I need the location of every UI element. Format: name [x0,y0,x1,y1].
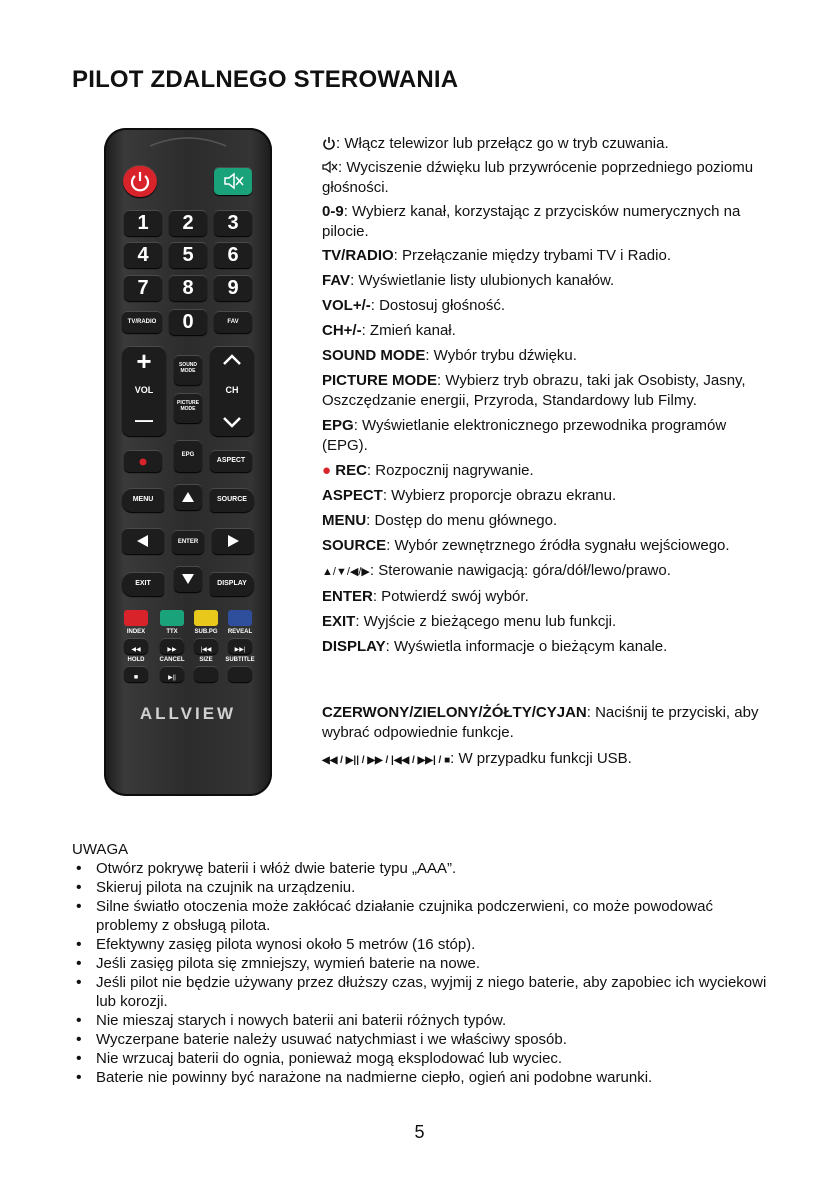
ch-desc-text: : Zmień kanał. [361,322,456,339]
red-button [124,610,148,626]
list-item: • Efektywny zasięg pilota wynosi około 5 metrów (16 stóp). [72,935,772,954]
digit-3-button: 3 [214,210,252,236]
display-button: DISPLAY [210,572,254,596]
subtitle-label: SUBTITLE [225,657,255,663]
subpg-label: SUB.PG [194,629,218,635]
list-item: • Skieruj pilota na czujnik na urządzeniu. [72,878,772,897]
digits-desc-text: : Wybierz kanał, korzystając z przycisków numerycznych na pilocie. [322,203,741,240]
digits-key: 0-9 [322,203,344,220]
page-title: PILOT ZDALNEGO STEROWANIA [72,66,459,93]
nav-arrows-icon: ▲/▼/◀/▶ [322,566,370,578]
notes-heading: UWAGA [72,841,129,858]
list-item: • Otwórz pokrywę baterii i włóż dwie baterie typu „AAA”. [72,859,772,878]
mute-button [214,167,252,195]
display-key: DISPLAY [322,638,386,655]
nav-down-button [174,566,202,592]
picture-desc-text: : Wybierz tryb obrazu, taki jak Osobisty, Jasny, Oszczędzanie energii, Przyroda, Standardowy lub Filmy. [322,372,746,409]
list-item: • Silne światło otoczenia może zakłócać działanie czujnika podczerwieni, co może powodować problemy z obsługą pilota. [72,897,772,935]
picture-desc [322,371,762,411]
reveal-label: REVEAL [227,629,253,635]
list-item: • Wyczerpane baterie należy usuwać natychmiast i we właściwy sposób. [72,1030,772,1049]
arrow-right-icon [212,528,254,554]
list-item: • Jeśli pilot nie będzie używany przez dłuższy czas, wyjmij z niego baterie, aby zapobiec ich wyciekowi lub korozji. [72,973,772,1011]
power-icon [322,136,336,150]
channel-rocker [210,346,254,436]
source-key: SOURCE [322,537,387,554]
enter-desc [322,587,762,607]
volume-minus-label: — [135,410,153,430]
digit-0-button: 0 [169,309,207,335]
stop-icon: ■ [133,674,139,681]
source-desc [322,536,762,556]
vol-desc [322,296,762,316]
epg-key: EPG [322,417,354,434]
source-desc-text: : Wybór zewnętrznego źródła sygnału wejściowego. [386,537,730,554]
colors-key: CZERWONY/ZIELONY/ŻÓŁTY/CYJAN [322,704,587,721]
fav-button: FAV [214,311,252,333]
play-pause-button [160,666,184,682]
volume-plus-label: + [136,346,152,376]
power-desc [322,134,762,154]
blank-button-1 [194,666,218,682]
vol-desc-text: : Dostosuj głośność. [370,297,505,314]
sound-desc-text: : Wybór trybu dźwięku. [425,347,577,364]
display-desc-text: : Wyświetla informacje o bieżącym kanale. [385,638,668,655]
nav-right-button [212,528,254,554]
power-desc-text: : Włącz telewizor lub przełącz go w tryb czuwania. [336,135,669,152]
fast-forward-button [160,638,184,654]
exit-button: EXIT [122,572,164,596]
previous-icon: |◀◀ [200,647,212,653]
button-descriptions [322,134,762,662]
fast-forward-icon: ▶▶ [167,647,177,653]
enter-key: ENTER [322,588,373,605]
blank-button-2 [228,666,252,682]
fav-desc-text: : Wyświetlanie listy ulubionych kanałów. [350,272,615,289]
brand-logo: ALLVIEW [139,704,237,723]
rec-key: REC [335,462,367,479]
digit-8-button: 8 [169,275,207,301]
menu-button: MENU [122,488,164,512]
picture-key: PICTURE MODE [322,372,438,389]
source-button: SOURCE [210,488,254,512]
arrow-up-icon [174,484,202,510]
index-label: INDEX [126,629,146,635]
digit-1-button: 1 [124,210,162,236]
rewind-button [124,638,148,654]
color-and-usb-descriptions [322,703,762,771]
aspect-button: ASPECT [210,450,252,472]
epg-desc-text: : Wyświetlanie elektronicznego przewodnika programów (EPG). [322,417,727,454]
stop-button [124,666,148,682]
fav-key: FAV [322,272,351,289]
digit-7-button: 7 [124,275,162,301]
page-number: 5 [414,1122,425,1142]
power-icon [123,165,157,197]
ch-key: CH+/- [322,322,362,339]
ch-desc [322,321,762,341]
notes-section [72,840,772,1087]
list-item: • Baterie nie powinny być narażone na nadmierne ciepło, ogień ani podobne warunki. [72,1068,772,1087]
exit-key: EXIT [322,613,356,630]
notes-list [72,859,772,1087]
sound-mode-button: SOUND MODE [174,355,202,385]
list-item: • Jeśli zasięg pilota się zmniejszy, wymień baterie na nowe. [72,954,772,973]
ttx-label: TTX [166,629,178,635]
next-icon: ▶▶| [234,647,246,653]
digit-4-button: 4 [124,242,162,268]
volume-rocker [122,346,166,436]
digit-6-button: 6 [214,242,252,268]
mute-desc-text: : Wyciszenie dźwięku lub przywrócenie poprzedniego poziomu głośności. [322,159,754,196]
mute-desc [322,158,762,198]
epg-button: EPG [174,440,202,472]
mute-icon [322,160,338,174]
menu-desc [322,511,762,531]
fav-desc [322,271,762,291]
picture-mode-button: PICTURE MODE [174,393,202,423]
green-button [160,610,184,626]
menu-key: MENU [322,512,367,529]
aspect-desc-text: : Wybierz proporcje obrazu ekranu. [382,487,617,504]
nav-desc [322,561,762,582]
exit-desc [322,612,762,632]
sound-key: SOUND MODE [322,347,426,364]
volume-label: VOL [134,385,154,395]
record-icon [124,450,162,472]
blue-button [228,610,252,626]
media-icons: ◀◀ / ▶|| / ▶▶ / |◀◀ / ▶▶| / ■ [322,755,451,766]
display-desc [322,637,762,657]
hold-label: HOLD [127,657,145,663]
colors-desc-text: : Naciśnij te przyciski, aby wybrać odpowiednie funkcje. [322,704,759,741]
usb-desc-text: : W przypadku funkcji USB. [450,750,632,767]
list-item: • Nie mieszaj starych i nowych baterii ani baterii różnych typów. [72,1011,772,1030]
record-dot-icon: ● [322,462,332,479]
mute-icon [214,167,252,195]
nav-left-button [122,528,164,554]
tvradio-desc [322,246,762,266]
aspect-desc [322,486,762,506]
usb-desc [322,749,762,771]
nav-desc-text: : Sterowanie nawigacją: góra/dół/lewo/prawo. [369,562,671,579]
list-item: • Nie wrzucaj baterii do ognia, ponieważ mogą eksplodować lub wyciec. [72,1049,772,1068]
remote-control-illustration [104,128,272,796]
enter-button: ENTER [172,530,204,554]
rec-button [124,450,162,472]
sound-desc [322,346,762,366]
rec-desc-text: : Rozpocznij nagrywanie. [366,462,534,479]
play-pause-icon: ▶|| [168,675,176,681]
cancel-label: CANCEL [159,657,185,663]
menu-desc-text: : Dostęp do menu głównego. [366,512,558,529]
aspect-key: ASPECT [322,487,383,504]
yellow-button [194,610,218,626]
rec-desc [322,461,762,481]
digit-9-button: 9 [214,275,252,301]
digit-5-button: 5 [169,242,207,268]
tvradio-key: TV/RADIO [322,247,394,264]
arrow-left-icon [122,528,164,554]
next-button [228,638,252,654]
epg-desc [322,416,762,456]
size-label: SIZE [199,657,213,663]
colors-desc [322,703,762,743]
digits-desc [322,202,762,242]
tv-radio-button: TV/RADIO [122,311,162,333]
arrow-down-icon [174,566,202,592]
rewind-icon: ◀◀ [131,647,141,653]
exit-desc-text: : Wyjście z bieżącego menu lub funkcji. [355,613,617,630]
remote-top-curve [148,132,228,152]
digit-2-button: 2 [169,210,207,236]
nav-up-button [174,484,202,510]
power-button [123,165,157,197]
tvradio-desc-text: : Przełączanie między trybami TV i Radio. [393,247,671,264]
enter-desc-text: : Potwierdź swój wybór. [372,588,529,605]
previous-button [194,638,218,654]
vol-key: VOL+/- [322,297,371,314]
channel-label: CH [225,385,239,395]
